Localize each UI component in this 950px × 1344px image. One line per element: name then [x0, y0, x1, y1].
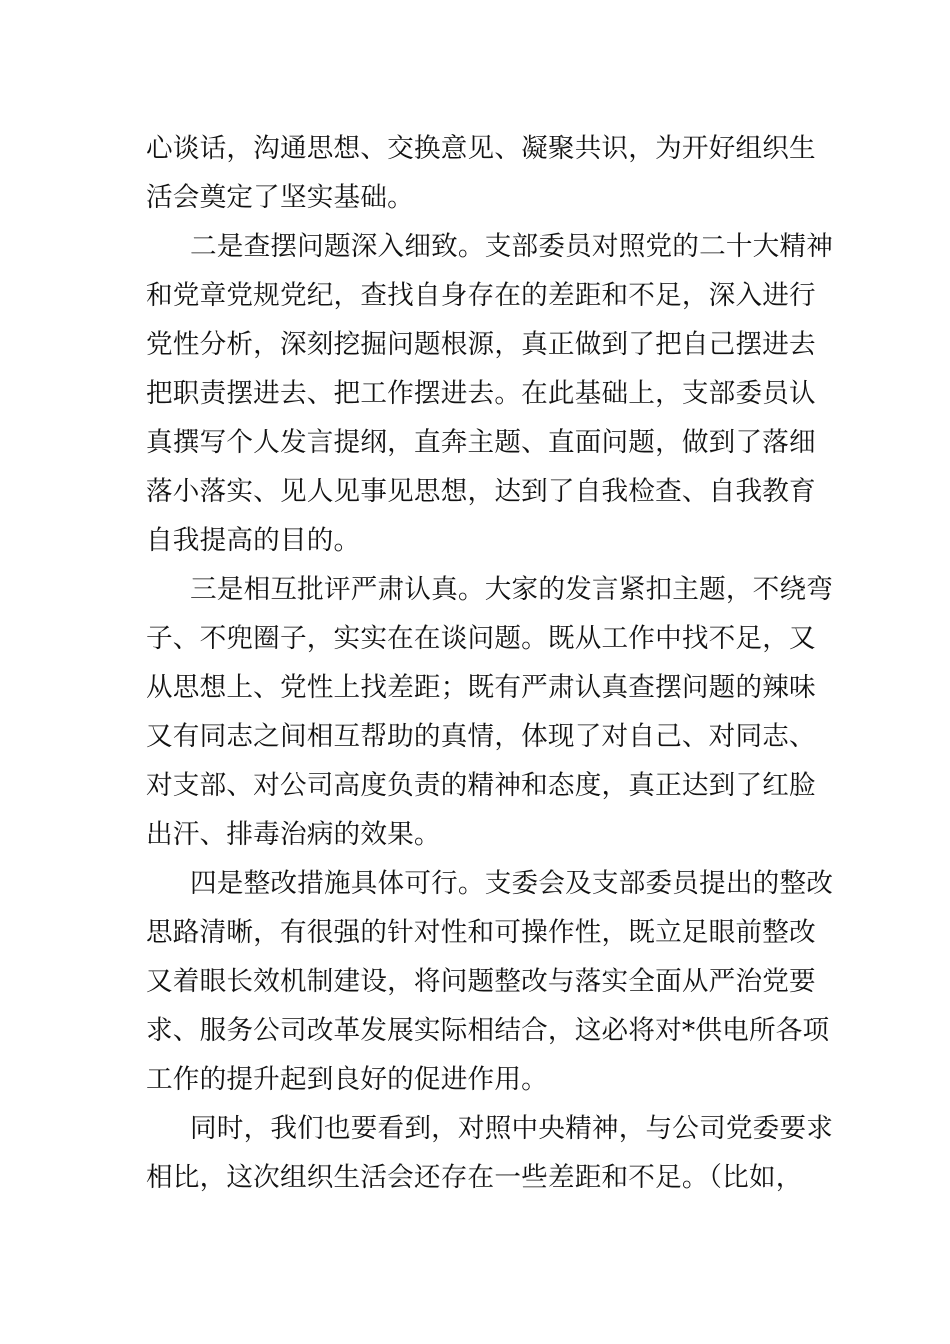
text-line: 心谈话，沟通思想、交换意见、凝聚共识，为开好组织生 — [146, 133, 816, 164]
text-line: 真撰写个人发言提纲，直奔主题、直面问题，做到了落细 — [146, 427, 816, 458]
text-line: 出汗、排毒治病的效果。 — [146, 819, 441, 850]
text-line: 相比，这次组织生活会还存在一些差距和不足。（比如， — [146, 1162, 803, 1193]
text-line: 又有同志之间相互帮助的真情，体现了对自己、对同志、 — [146, 721, 816, 752]
text-line: 工作的提升起到良好的促进作用。 — [146, 1064, 548, 1095]
text-line: 自我提高的目的。 — [146, 525, 361, 556]
document-body — [146, 124, 834, 1202]
paragraph-start-line: 二是查摆问题深入细致。支部委员对照党的二十大精神 — [190, 231, 834, 262]
text-line: 又着眼长效机制建设，将问题整改与落实全面从严治党要 — [146, 966, 816, 997]
text-line: 落小落实、见人见事见思想，达到了自我检查、自我教育 — [146, 476, 816, 507]
text-line: 从思想上、党性上找差距；既有严肃认真查摆问题的辣味 — [146, 672, 816, 703]
text-line: 活会奠定了坚实基础。 — [146, 182, 414, 213]
text-line: 对支部、对公司高度负责的精神和态度，真正达到了红脸 — [146, 770, 816, 801]
paragraph-start-line: 同时，我们也要看到，对照中央精神，与公司党委要求 — [190, 1113, 834, 1144]
text-line: 和党章党规党纪，查找自身存在的差距和不足，深入进行 — [146, 280, 816, 311]
text-line: 求、服务公司改革发展实际相结合，这必将对*供电所各项 — [146, 1015, 830, 1046]
text-line: 子、不兜圈子，实实在在谈问题。既从工作中找不足，又 — [146, 623, 816, 654]
text-line: 思路清晰，有很强的针对性和可操作性，既立足眼前整改 — [146, 917, 816, 948]
paragraph-start-line: 四是整改措施具体可行。支委会及支部委员提出的整改 — [190, 868, 834, 899]
text-line: 党性分析，深刻挖掘问题根源，真正做到了把自己摆进去 — [146, 329, 816, 360]
paragraph-start-line: 三是相互批评严肃认真。大家的发言紧扣主题，不绕弯 — [190, 574, 834, 605]
text-line: 把职责摆进去、把工作摆进去。在此基础上，支部委员认 — [146, 378, 816, 409]
